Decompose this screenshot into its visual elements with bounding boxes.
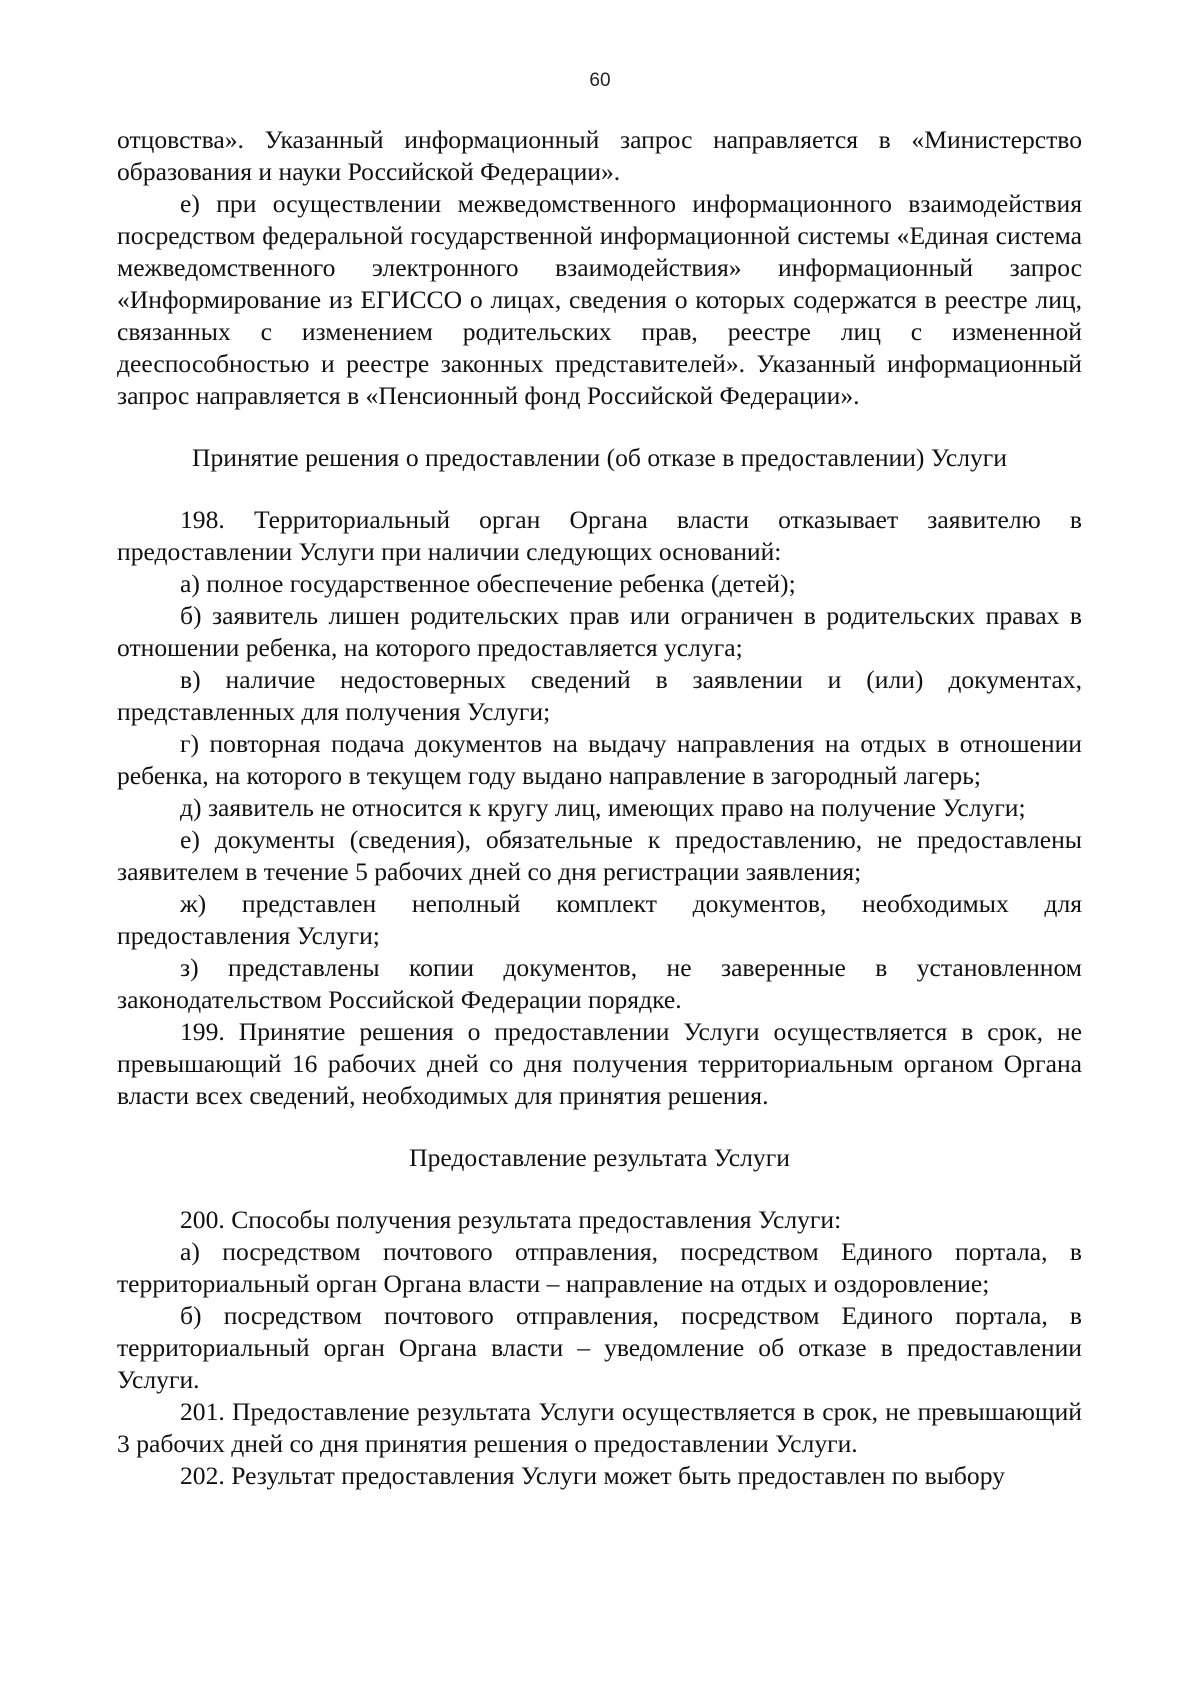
- paragraph-202: 202. Результат предоставления Услуги может быть предоставлен по выбору: [180, 1461, 1005, 1490]
- paragraph-item-e: е) при осуществлении межведомственного информационного взаимодействия посредством федеральной государственной информационной системы «Единая система межведомственного электронного взаимодействия» информационный запрос «Информирование из ЕГИССО о лицах, сведения о которых содержатся в реестре лиц, связанных с изменением родительских прав, реестре лиц с измененной дееспособностью и реестре законных представителей». Указанный информационный запрос направляется в «Пенсионный фонд Российской Федерации».: [117, 189, 1082, 410]
- list-item-g: г) повторная подача документов на выдачу направления на отдых в отношении ребенка, на которого в текущем году выдано направление в загородный лагерь;: [117, 729, 1082, 790]
- list-item-z: з) представлены копии документов, не заверенные в установленном законодательством Российской Федерации порядке.: [117, 953, 1082, 1014]
- list-item-d: д) заявитель не относится к кругу лиц, имеющих право на получение Услуги;: [180, 793, 1026, 822]
- list-item-a: а) полное государственное обеспечение ребенка (детей);: [180, 569, 796, 598]
- section-heading-result: Предоставление результата Услуги: [409, 1143, 790, 1172]
- paragraph-199: 199. Принятие решения о предоставлении Услуги осуществляется в срок, не превышающий 16 рабочих дней со дня получения территориальным органом Органа власти всех сведений, необходимых для принятия решения.: [117, 1017, 1082, 1110]
- list-item-a-result: а) посредством почтового отправления, посредством Единого портала, в территориальный орган Органа власти – направление на отдых и оздоровление;: [117, 1237, 1082, 1298]
- list-item-b: б) заявитель лишен родительских прав или ограничен в родительских правах в отношении ребенка, на которого предоставляется услуга;: [117, 601, 1082, 662]
- section-heading-decision: Принятие решения о предоставлении (об отказе в предоставлении) Услуги: [191, 443, 1007, 472]
- paragraph-continuation: отцовства». Указанный информационный запрос направляется в «Министерство образования и науки Российской Федерации».: [117, 125, 1082, 186]
- list-item-v: в) наличие недостоверных сведений в заявлении и (или) документах, представленных для получения Услуги;: [117, 665, 1082, 726]
- list-item-zh: ж) представлен неполный комплект документов, необходимых для предоставления Услуги;: [117, 889, 1082, 950]
- paragraph-200: 200. Способы получения результата предоставления Услуги:: [180, 1205, 842, 1234]
- list-item-e: е) документы (сведения), обязательные к предоставлению, не предоставлены заявителем в течение 5 рабочих дней со дня регистрации заявления;: [117, 825, 1082, 886]
- page-number: 60: [589, 70, 611, 91]
- list-item-b-result: б) посредством почтового отправления, посредством Единого портала, в территориальный орган Органа власти – уведомление об отказе в предоставлении Услуги.: [117, 1301, 1082, 1394]
- document-body: [117, 124, 1082, 1492]
- paragraph-198: 198. Территориальный орган Органа власти отказывает заявителю в предоставлении Услуги при наличии следующих оснований:: [117, 505, 1082, 566]
- paragraph-201: 201. Предоставление результата Услуги осуществляется в срок, не превышающий 3 рабочих дней со дня принятия решения о предоставлении Услуги.: [117, 1397, 1082, 1458]
